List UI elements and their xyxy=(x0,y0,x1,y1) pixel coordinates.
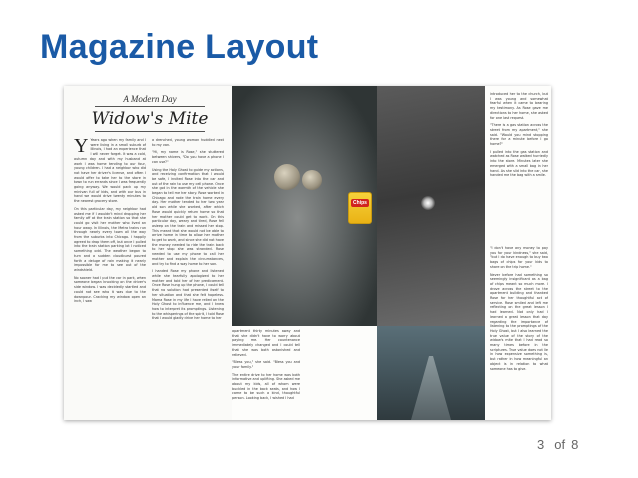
article-column-3 xyxy=(232,329,300,417)
slide-title: Magazine Layout xyxy=(40,28,319,66)
article-column-5 xyxy=(490,246,548,416)
column-1-para-2: On this particular day, my neighbor had asked me if I wouldn't mind dropping her family off at the train station so that she could go visit her mother who lived an hour away. In Illinois, the Metra trains run through nearly every town all the way from the suburbs into Chicago. I happily agreed to drop them off, but once I pulled into the train station parking lot I noticed something odd. The weather began to turn and a sudden cloudburst poured forth a deluge of rain making it nearly impossible for me to see out of the windshield. xyxy=(74,206,146,272)
column-5-para-2: Never before had something so seemingly insignificant as a bag of chips meant so much more. I drove across the street to the apartment building and thanked Rose for her thoughtful act of service. Rose smiled and left me reflecting on the great lesson I had learned. Not only had I learned a great lesson that day regarding the importance of listening to the promptings of the Holy Ghost, but I also learned the true value of the story of the widow's mite that I had read so many times before in the scriptures. True value does not lie in how expensive something is, but rather in how meaningful an object is in relation to what someone has to give. xyxy=(490,272,548,371)
column-2-para-4: I handed Rose my phone and listened while she tearfully apologized to her mother and told her of her predicament. Once Rose hung up the phone, I could tell that no solution had presented itself to her situation and that she felt hopeless. Mama Rose in my life I have relied on the Holy Ghost to influence me, and I knew how to interpret its promptings. Listening to the whisperings of the spirit, I told Rose that I would gladly drive her home to her xyxy=(152,269,224,321)
rainy-street-photo xyxy=(377,86,485,326)
article-column-1 xyxy=(74,138,146,414)
column-2-para-2: "Hi, my name is Rose," she stuttered between shivers, "Do you have a phone I can use?" xyxy=(152,150,224,164)
headline-kicker: A Modern Day xyxy=(123,94,177,104)
column-5-para-1: "I don't have any money to pay you for your kindness," she said, "but I do have enough to buy two bags of chips for your kids to share on the trip home." xyxy=(490,246,548,269)
article-column-3b xyxy=(306,329,374,417)
column-3-para-1: apartment thirty minutes away and that she didn't have to worry about paying me. Her countenance immediately changed and I could tell that she was both astonished and relieved. xyxy=(232,329,300,357)
headline-title: Widow's Mite xyxy=(91,109,209,129)
coin-icon xyxy=(302,170,322,190)
column-2-para-3: Using the Holy Ghost to guide my actions, and receiving confirmation that I would be safe, I invited Rose into the car and out of the rain to use my cell phone. Once she got in the warmth of the vehicle she began to tell me her story. Rose worked in Chicago and rode the train home every day. Her mother tended to her two year old son while she worked, after which Rose would quickly return home so that her mother could get to work. On this particular day, weary and tired, Rose fell asleep on the train and missed her stop. This meant that she would not be able to arrive home in time to allow her mother to get to work, and since she did not have the money needed to ride the train back to her stop she was stranded. Rose needed to use my phone to call her mother and explain the circumstances, and try to find a way home to her son. xyxy=(152,167,224,266)
chips-bag-icon xyxy=(348,192,372,224)
column-3-para-3: The entire drive to her home was both informative and uplifting. She asked me about my kids, all of whom were buckled in the back seats, and how I came to be such a kind, thoughtful person. Looking back, I wished I had xyxy=(232,372,300,401)
column-4-para-1: introduced her to the church, but I was young and somewhat fearful when it came to bearing my testimony. As Rose gave me directions to her home, she asked for one last request. xyxy=(490,92,548,120)
right-page xyxy=(232,86,551,420)
left-page xyxy=(64,86,232,420)
column-4-para-2: "There is a gas station across the street from my apartment," she said. "Would you mind stopping there for a minute before I go home?" xyxy=(490,123,548,147)
page-of: of xyxy=(554,437,566,452)
headline-rule-bottom xyxy=(95,131,205,132)
headline-rule xyxy=(95,106,205,107)
column-2-para-1: a drenched, young woman huddled next to my van. xyxy=(152,138,224,147)
article-column-2 xyxy=(152,138,224,414)
column-4-para-3: I pulled into the gas station and watched as Rose walked hurriedly into the store. Minutes later she emerged with a small bag in her hand. As she slid into the car, she handed me the bag with a smile. xyxy=(490,149,548,178)
magazine-spread xyxy=(64,86,551,420)
column-1-para-3: No sooner had I put the car in park, when someone began knocking on the driver's side window. I was decidedly startled and could not see who it was due to the downpour. Cracking my window open an inch, I saw xyxy=(74,275,146,304)
page-total: 8 xyxy=(571,437,579,452)
street-lamp-icon xyxy=(421,196,435,210)
page-current: 3 xyxy=(537,437,545,452)
column-3-para-2: "Bless you," she said. "Bless you and your family." xyxy=(232,360,300,369)
column-1-para-1: Years ago when my family and I were living in a small suburb of Illinois, I had an experience that I will never forget. It was a cold, autumn day and with my husband at work I was home tending to our four, young children. I had a neighbor who did not have her driver's license, and often I would offer to take her to the store in town to run errands since I was frequently going anyway. We would pack up my minivan full of kids, and with our bus in hand we would drive twenty minutes to the nearest grocery store. xyxy=(74,138,146,204)
drop-cap: Y xyxy=(74,138,89,157)
article-headline xyxy=(78,94,222,134)
coin-icon xyxy=(274,164,300,190)
path-shape xyxy=(411,356,451,420)
chips-label: Chips xyxy=(351,199,369,207)
tree-lined-path-photo xyxy=(377,326,485,420)
slide-page-number xyxy=(537,437,578,452)
article-column-4 xyxy=(490,92,548,187)
